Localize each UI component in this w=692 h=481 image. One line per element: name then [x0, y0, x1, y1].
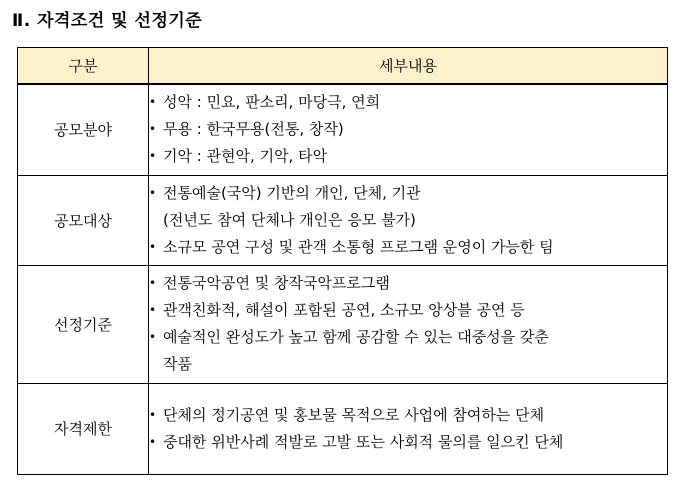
detail-list	[149, 402, 667, 456]
list-item: • 중대한 위반사례 적발로 고발 또는 사회적 물의를 일으킨 단체	[149, 429, 667, 456]
bullet-icon: •	[149, 407, 157, 422]
table-header-row	[18, 48, 668, 85]
header-category: 구분	[18, 48, 149, 85]
detail-list	[149, 270, 667, 378]
list-item: • 전통예술(국악) 기반의 개인, 단체, 기관	[149, 180, 667, 207]
table-row	[18, 265, 668, 383]
list-item: • 전통국악공연 및 창작국악프로그램	[149, 270, 667, 297]
row-category: 자격제한	[18, 383, 149, 474]
row-category: 공모대상	[18, 175, 149, 265]
row-category: 공모분야	[18, 84, 149, 175]
bullet-icon: •	[149, 330, 157, 344]
list-item: • 기악 : 관현악, 기악, 타악	[149, 143, 667, 170]
list-item: • 단체의 정기공연 및 홍보물 목적으로 사업에 참여하는 단체	[149, 402, 667, 429]
table-row	[18, 84, 668, 175]
bullet-icon: •	[149, 122, 157, 137]
detail-list	[149, 89, 667, 170]
bullet-icon: •	[149, 276, 157, 290]
list-item-continuation: (전년도 참여 단체나 개인은 응모 불가)	[163, 210, 416, 229]
bullet-icon: •	[149, 149, 157, 164]
detail-list	[149, 180, 667, 261]
header-details: 세부내용	[149, 48, 668, 85]
list-item: • 관객친화적, 해설이 포함된 공연, 소규모 앙상블 공연 등	[149, 297, 667, 324]
row-details	[149, 265, 668, 383]
row-details	[149, 175, 668, 265]
bullet-icon: •	[149, 303, 157, 317]
row-details	[149, 383, 668, 474]
section-heading: Ⅱ. 자격조건 및 선정기준	[12, 11, 203, 31]
table-row	[18, 175, 668, 265]
bullet-icon: •	[149, 239, 157, 254]
list-item: • 예술적인 완성도가 높고 함께 공감할 수 있는 대중성을 갖춘	[149, 324, 667, 351]
row-category: 선정기준	[18, 265, 149, 383]
list-item: • 소규모 공연 구성 및 관객 소통형 프로그램 운영이 가능한 팀	[149, 234, 667, 261]
table-row	[18, 383, 668, 474]
list-item-continuation: 작품	[163, 355, 192, 373]
bullet-icon: •	[149, 185, 157, 200]
list-item: • 무용 : 한국무용(전통, 창작)	[149, 116, 667, 143]
criteria-table	[17, 47, 668, 475]
row-details	[149, 84, 668, 175]
bullet-icon: •	[149, 95, 157, 110]
list-item: • 성악 : 민요, 판소리, 마당극, 연희	[149, 89, 667, 116]
bullet-icon: •	[149, 434, 157, 449]
